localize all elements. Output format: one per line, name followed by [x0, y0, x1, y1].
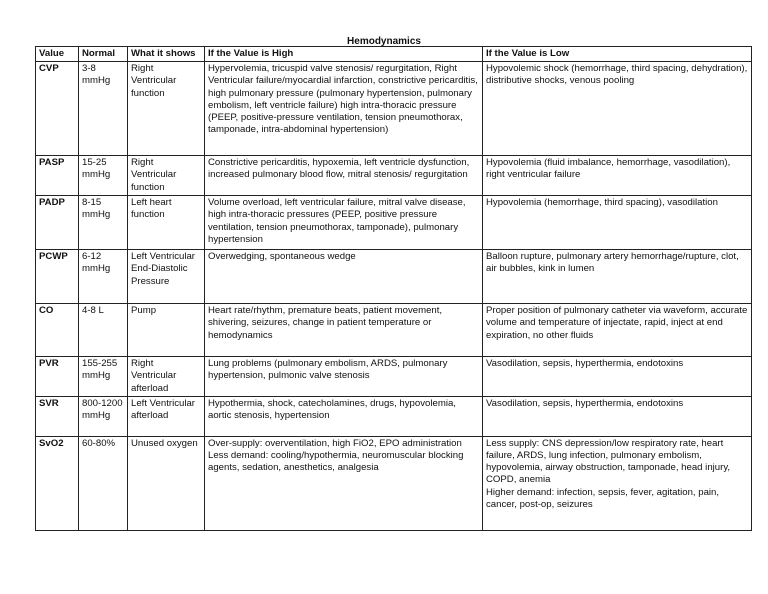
cell-what-it-shows: Left heart function: [128, 196, 205, 250]
cell-high-text: Lung problems (pulmonary embolism, ARDS, pulmonary hypertension, pulmonic valve stenosis: [208, 358, 448, 382]
cell-high-text: Constrictive pericarditis, hypoxemia, left ventricle dysfunction, increased pulmonary blood flow, mitral stenosis/ regurgitation: [208, 157, 470, 181]
table-row: [36, 62, 752, 156]
cell-high-text: Less demand: cooling/hypothermia, neuromuscular blocking agents, sedation, anesthetics, analgesia: [208, 450, 464, 474]
cell-normal: 6-12 mmHg: [79, 250, 128, 304]
cell-normal: 800-1200 mmHg: [79, 396, 128, 436]
cell-normal: 155-255 mmHg: [79, 357, 128, 397]
cell-normal: 3-8 mmHg: [79, 62, 128, 156]
cell-value: PVR: [36, 357, 79, 397]
cell-normal: 4-8 L: [79, 304, 128, 357]
cell-if-low: [483, 357, 752, 397]
cell-what-it-shows: Right Ventricular function: [128, 156, 205, 196]
cell-high-text: Over-supply: overventilation, high FiO2, EPO administration: [208, 437, 462, 449]
table-body: [36, 62, 752, 531]
header-what-it-shows: What it shows: [128, 47, 205, 62]
cell-if-high: [205, 357, 483, 397]
cell-low-text: Less supply: CNS depression/low respiratory rate, heart failure, ARDS, lung infection, pulmonary embolism, hypovolemia, airway obstruction, tamponade, head injury, COPD, anemia: [486, 437, 731, 486]
cell-high-text: Hypervolemia, tricuspid valve stenosis/ regurgitation, Right Ventricular failure/myocardial infarction, constrictive pericarditis, high pulmonary pressure (pulmonary hypertension, pulmonary embolism, left ventricle failure) high intra-thoracic pressure (PEEP, positive-pressure ventilation, tension pneumothorax, tamponade, intra-abdominal hypertension): [208, 63, 478, 136]
cell-what-it-shows: Right Ventricular afterload: [128, 357, 205, 397]
cell-if-high: [205, 62, 483, 156]
cell-value: SvO2: [36, 436, 79, 530]
cell-if-low: [483, 436, 752, 530]
cell-if-high: [205, 250, 483, 304]
cell-what-it-shows: Pump: [128, 304, 205, 357]
cell-if-low: [483, 156, 752, 196]
table-row: [36, 250, 752, 304]
cell-what-it-shows: Left Ventricular End-Diastolic Pressure: [128, 250, 205, 304]
cell-value: PADP: [36, 196, 79, 250]
cell-value: CVP: [36, 62, 79, 156]
cell-low-text: Hypovolemia (fluid imbalance, hemorrhage, vasodilation), right ventricular failure: [486, 157, 731, 181]
header-value: Value: [36, 47, 79, 62]
table-row: [36, 396, 752, 436]
cell-if-high: [205, 436, 483, 530]
hemodynamics-table: [35, 46, 752, 531]
cell-low-text: Proper position of pulmonary catheter via waveform, accurate volume and temperature of injectate, rapid, inject at end expiration, no other fluids: [486, 305, 748, 341]
cell-value: CO: [36, 304, 79, 357]
table-row: [36, 357, 752, 397]
header-normal: Normal: [79, 47, 128, 62]
cell-low-text: Higher demand: infection, sepsis, fever, agitation, pain, cancer, post-op, seizures: [486, 486, 720, 510]
cell-if-low: [483, 396, 752, 436]
cell-low-text: Vasodilation, sepsis, hyperthermia, endotoxins: [486, 397, 684, 409]
cell-value: PASP: [36, 156, 79, 196]
table-header-row: [36, 47, 752, 62]
cell-what-it-shows: Right Ventricular function: [128, 62, 205, 156]
cell-high-text: Volume overload, left ventricular failure, mitral valve disease, high intra-thoracic pressures (PEEP, positive pressure ventilation, tension pneumothorax, tamponade), pulmonary hypertension: [208, 197, 466, 245]
cell-low-text: Balloon rupture, pulmonary artery hemorrhage/rupture, clot, air bubbles, kink in lumen: [486, 251, 739, 275]
cell-if-high: [205, 156, 483, 196]
table-row: [36, 304, 752, 357]
cell-value: SVR: [36, 396, 79, 436]
cell-normal: 15-25 mmHg: [79, 156, 128, 196]
document-title: Hemodynamics: [347, 36, 421, 47]
cell-value: PCWP: [36, 250, 79, 304]
cell-if-high: [205, 304, 483, 357]
cell-high-text: Heart rate/rhythm, premature beats, patient movement, shivering, seizures, change in patient temperature or hemodynamics: [208, 305, 443, 341]
cell-what-it-shows: Unused oxygen: [128, 436, 205, 530]
cell-low-text: Hypovolemia (hemorrhage, third spacing), vasodilation: [486, 197, 718, 209]
cell-if-low: [483, 62, 752, 156]
cell-normal: 60-80%: [79, 436, 128, 530]
cell-low-text: Hypovolemic shock (hemorrhage, third spacing, dehydration), distributive shocks, venous pooling: [486, 63, 748, 87]
cell-high-text: Hypothermia, shock, catecholamines, drugs, hypovolemia, aortic stenosis, hypertension: [208, 397, 456, 422]
cell-what-it-shows: Left Ventricular afterload: [128, 396, 205, 436]
table-row: [36, 196, 752, 250]
header-if-low: If the Value is Low: [483, 47, 752, 62]
cell-if-low: [483, 250, 752, 304]
cell-if-high: [205, 396, 483, 436]
cell-high-text: Overwedging, spontaneous wedge: [208, 251, 356, 263]
header-if-high: If the Value is High: [205, 47, 483, 62]
table-row: [36, 436, 752, 530]
table-row: [36, 156, 752, 196]
cell-low-text: Vasodilation, sepsis, hyperthermia, endotoxins: [486, 358, 684, 370]
cell-if-high: [205, 196, 483, 250]
cell-normal: 8-15 mmHg: [79, 196, 128, 250]
cell-if-low: [483, 304, 752, 357]
cell-if-low: [483, 196, 752, 250]
